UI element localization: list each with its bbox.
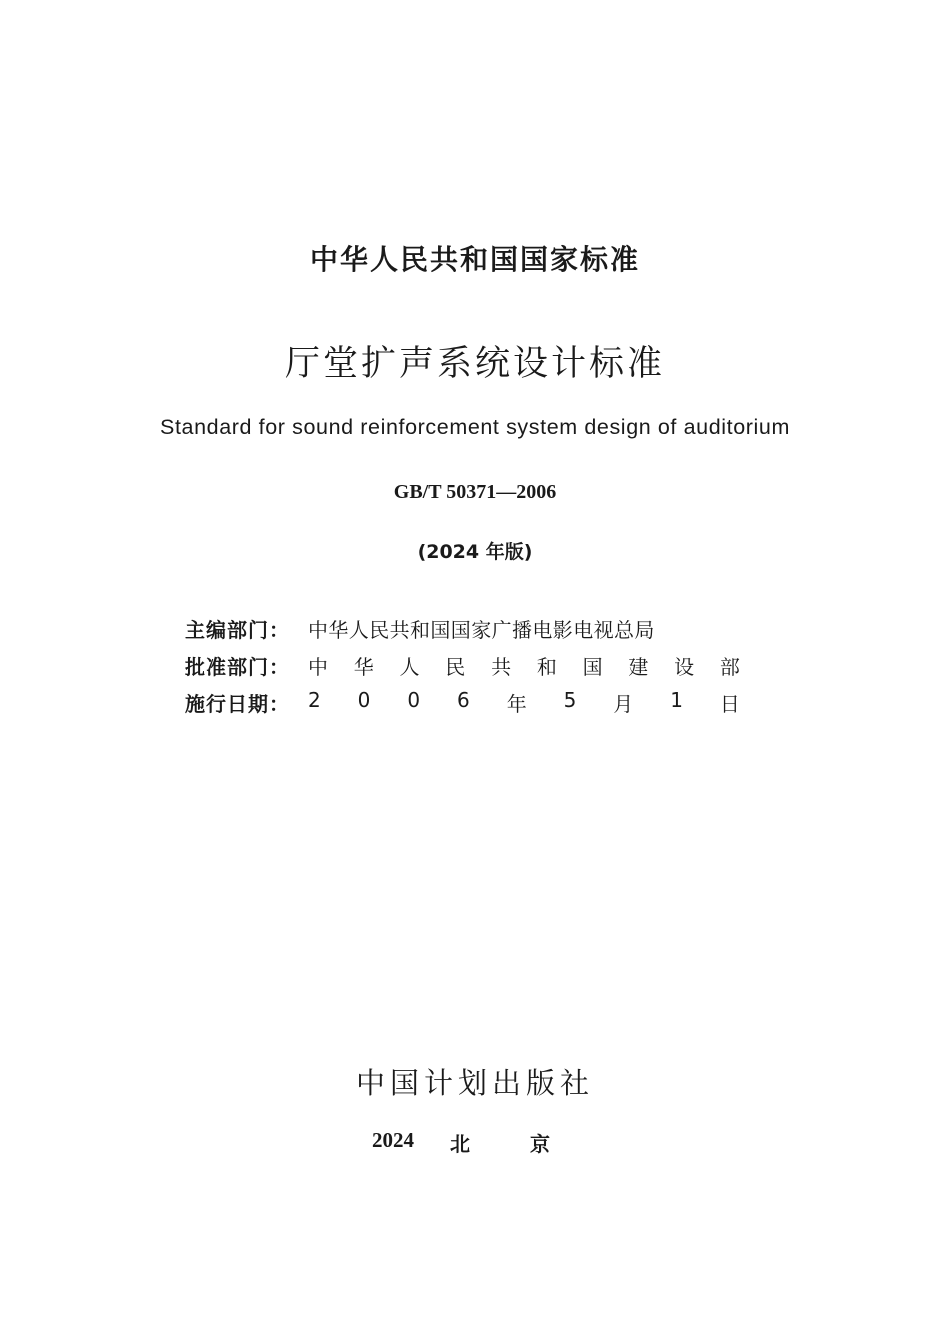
approver-char: 设 xyxy=(674,655,695,679)
approver-value xyxy=(308,651,740,680)
publication-city xyxy=(450,1128,550,1157)
date-char: 月 xyxy=(613,692,634,716)
publication-place xyxy=(372,1128,550,1157)
editor-value: 中华人民共和国国家广播电影电视总局 xyxy=(308,618,655,642)
date-char: 5 xyxy=(563,688,577,712)
approver-char: 民 xyxy=(445,655,466,679)
approver-row xyxy=(185,647,740,684)
issuance-info xyxy=(185,610,740,721)
approver-label: 批准部门： xyxy=(185,655,290,679)
approver-char: 国 xyxy=(582,655,603,679)
document-title-chinese: 厅堂扩声系统设计标准 xyxy=(284,344,665,384)
approver-char: 和 xyxy=(536,655,557,679)
approver-char: 建 xyxy=(628,655,649,679)
national-standard-heading: 中华人民共和国国家标准 xyxy=(309,243,640,276)
city-char: 北 xyxy=(450,1132,470,1156)
date-char: 0 xyxy=(357,688,371,712)
approver-char: 部 xyxy=(719,655,740,679)
publisher-name: 中国计划出版社 xyxy=(355,1066,594,1100)
date-char: 日 xyxy=(719,692,740,716)
date-char: 6 xyxy=(457,688,470,712)
effective-date-row xyxy=(185,684,740,721)
approver-char: 中 xyxy=(308,655,328,679)
document-title-english: Standard for sound reinforcement system design of auditorium xyxy=(160,415,790,439)
publication-year: 2024 xyxy=(372,1128,414,1152)
city-char: 京 xyxy=(530,1132,550,1156)
approver-char: 人 xyxy=(399,655,420,679)
effective-date-value xyxy=(308,688,740,717)
standard-code: GB/T 50371—2006 xyxy=(393,481,557,503)
edition-label: (2024 年版) xyxy=(417,541,533,563)
approver-char: 华 xyxy=(353,655,374,679)
editor-label: 主编部门： xyxy=(185,618,290,642)
date-char: 0 xyxy=(407,688,421,712)
date-char: 1 xyxy=(670,688,683,712)
editor-row xyxy=(185,610,740,647)
effective-date-label: 施行日期： xyxy=(185,692,290,716)
approver-char: 共 xyxy=(491,655,512,679)
date-char: 2 xyxy=(308,688,321,712)
date-char: 年 xyxy=(506,692,527,716)
